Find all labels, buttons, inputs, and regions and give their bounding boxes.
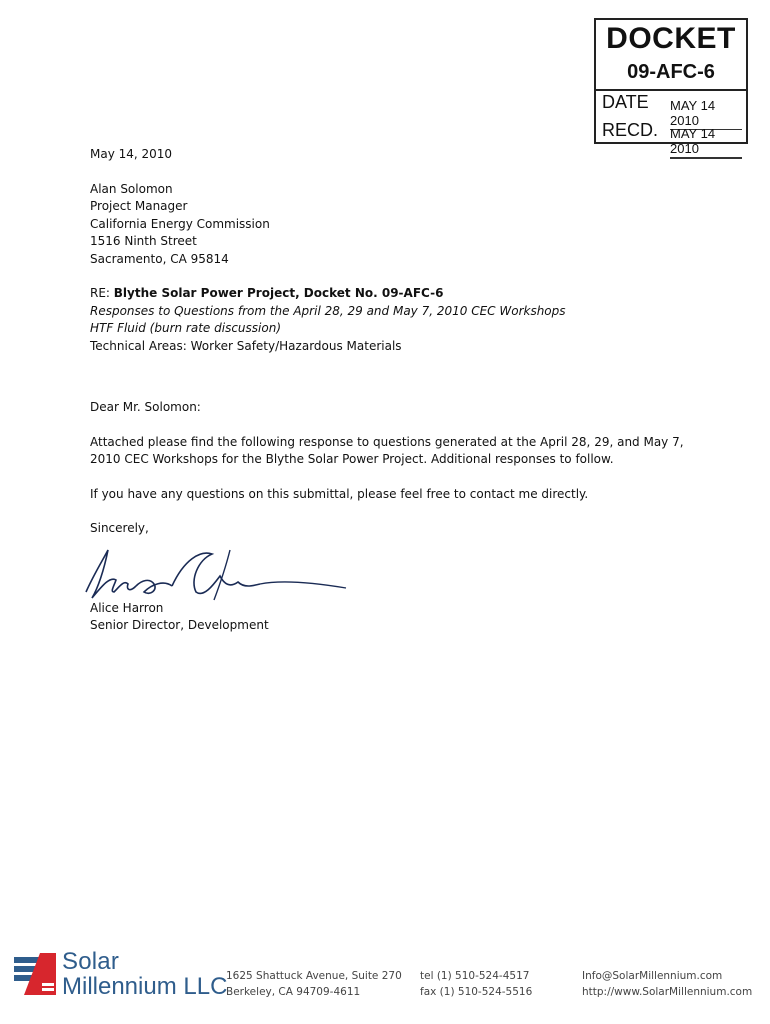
recipient-street: 1516 Ninth Street [90, 234, 197, 248]
company-logo-icon [14, 953, 56, 995]
footer-web-link[interactable]: http://www.SolarMillennium.com [582, 986, 753, 998]
re-prefix: RE: [90, 286, 114, 300]
salutation: Dear Mr. Solomon: [90, 400, 201, 414]
docket-number: 09-AFC-6 [627, 61, 715, 83]
footer-tel: tel (1) 510-524-4517 [420, 970, 530, 982]
docket-recd-row [602, 120, 742, 156]
footer-phone [420, 968, 532, 1000]
letter-date: May 14, 2010 [90, 147, 173, 161]
closing: Sincerely, [90, 521, 149, 535]
recipient-title: Project Manager [90, 199, 188, 213]
logo-text-line2: Millennium LLC [62, 973, 228, 1000]
footer-contact [582, 968, 752, 1000]
footer-fax: fax (1) 510-524-5516 [420, 986, 533, 998]
recipient-org: California Energy Commission [90, 216, 270, 231]
docket-stamp [594, 18, 748, 156]
re-line-4: Technical Areas: Worker Safety/Hazardous Materials [90, 338, 402, 353]
recipient-city: Sacramento, CA 95814 [90, 251, 229, 266]
signer-title: Senior Director, Development [90, 618, 269, 632]
signer-name: Alice Harron [90, 600, 164, 615]
docket-date-row [602, 92, 742, 128]
paragraph-2: If you have any questions on this submittal, please feel free to contact me directly. [90, 486, 589, 501]
signature-image [80, 540, 370, 610]
footer-address-line1: 1625 Shattuck Avenue, Suite 270 [226, 970, 402, 982]
re-subject: Blythe Solar Power Project, Docket No. 09-AFC-6 [113, 286, 444, 300]
re-line-2: Responses to Questions from the April 28, 29 and May 7, 2010 CEC Workshops [90, 303, 566, 318]
docket-divider [596, 89, 746, 91]
re-line [90, 285, 710, 303]
docket-date-value: MAY 14 2010 [670, 98, 742, 130]
footer-address-line2: Berkeley, CA 94709-4611 [226, 986, 361, 998]
docket-title: DOCKET [606, 22, 736, 55]
docket-recd-label: RECD. [602, 120, 659, 140]
docket-date-label: DATE [602, 92, 649, 112]
recipient-name: Alan Solomon [90, 181, 173, 196]
footer-address [226, 968, 402, 1000]
re-line-3: HTF Fluid (burn rate discussion) [90, 321, 281, 335]
logo-text-line1: Solar [62, 948, 120, 975]
footer-email-link[interactable]: Info@SolarMillennium.com [582, 970, 723, 982]
docket-recd-value: MAY 14 2010 [670, 126, 742, 159]
paragraph-1: Attached please find the following response to questions generated at the April 28, 29, and May 7, 2010 CEC Workshops for the Blythe Solar Power Project. Additional responses to follow. [90, 434, 684, 466]
